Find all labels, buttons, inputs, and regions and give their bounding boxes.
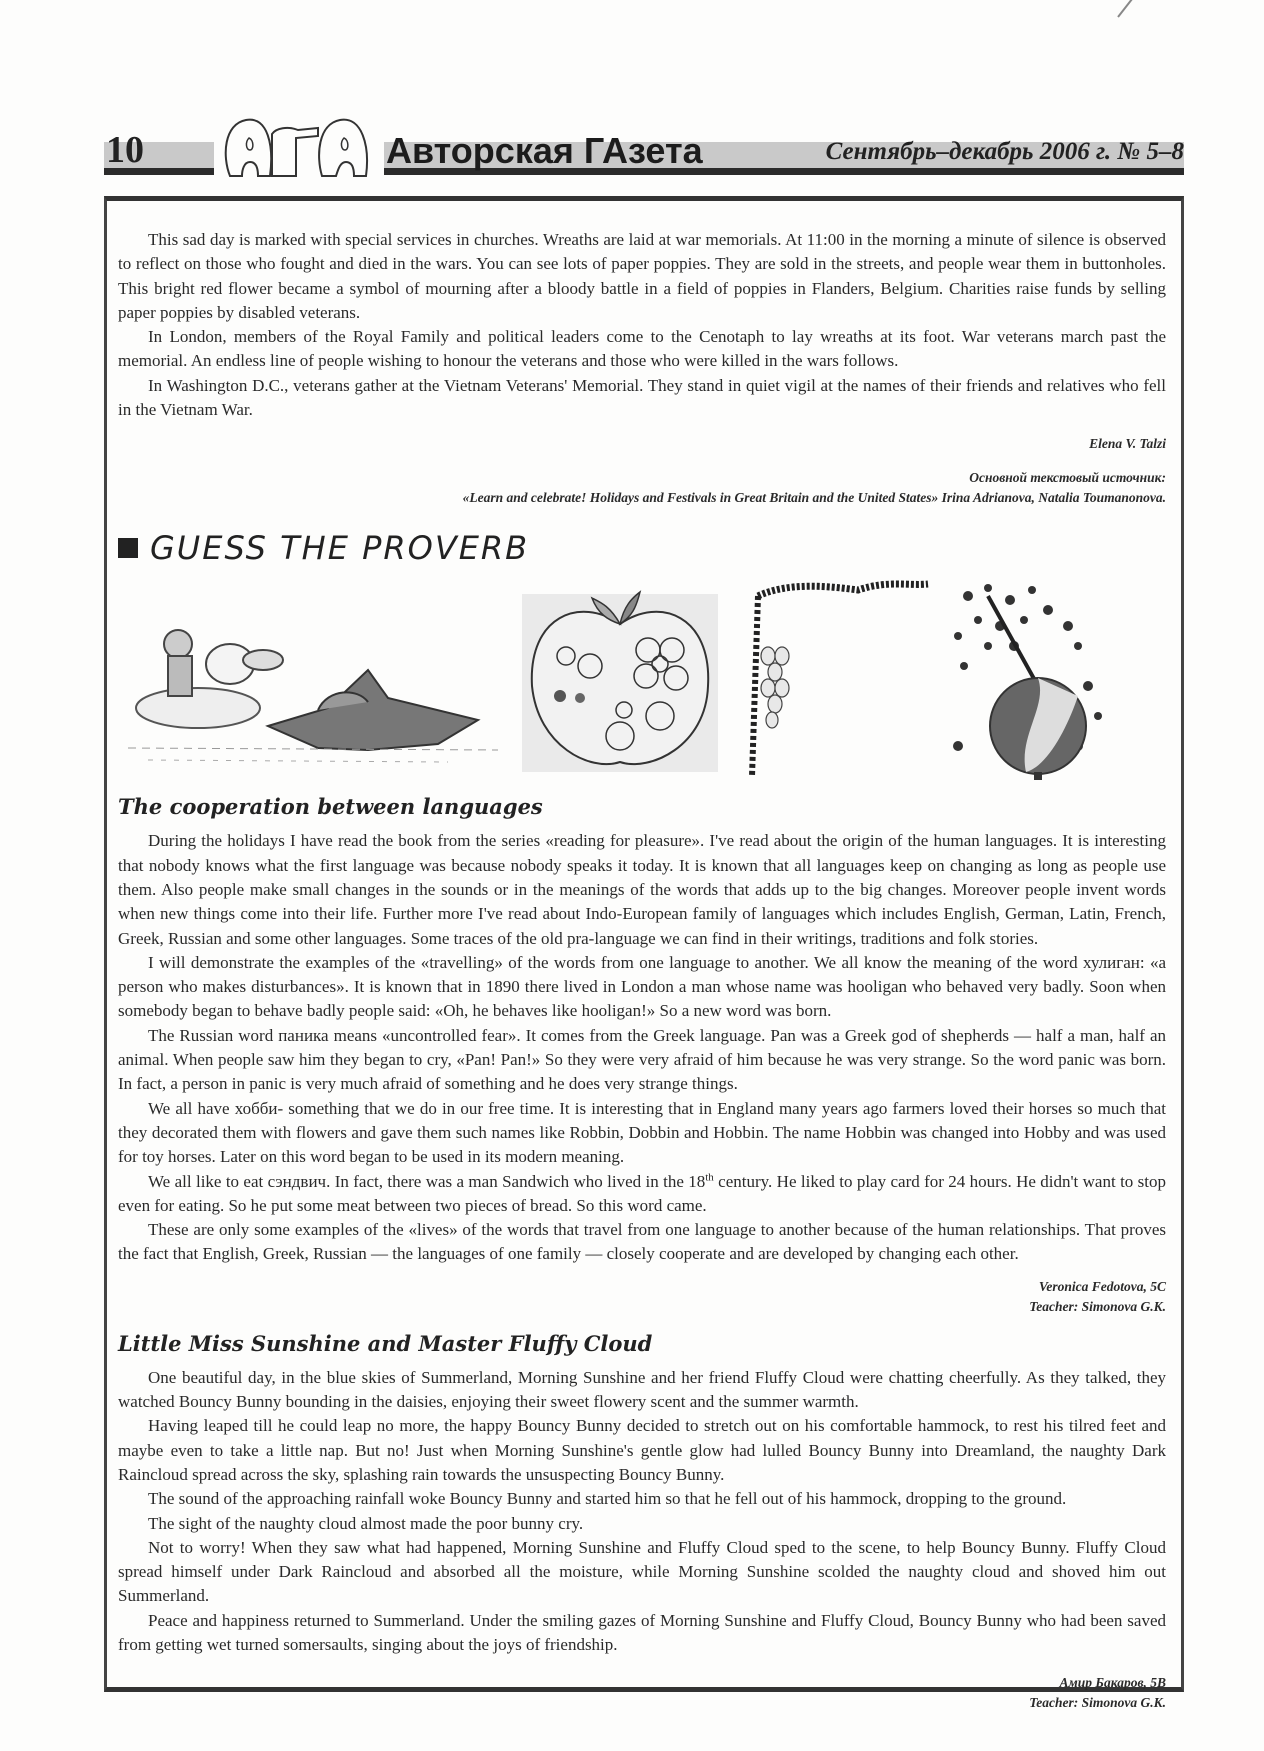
paragraph: This sad day is marked with special services in churches. Wreaths are laid at war memorials. At 11:00 in the morning a minute of silence is observed to reflect on those who fought and died in the wars. You can see lots of paper poppies. They are sold in the streets, and people wear them in buttonholes. This bright red flower became a symbol of mourning after a bloody battle in a field of poppies in Flanders, Belgium. Charities raise funds by selling paper poppies by disabled veterans. bbox=[118, 230, 1166, 322]
pen-mark bbox=[1117, 0, 1135, 18]
superscript: th bbox=[705, 1170, 714, 1183]
duck-and-shark-drawing bbox=[118, 598, 508, 768]
author-signature: Амир Бакаров, 5В bbox=[1059, 1675, 1166, 1691]
aga-logo bbox=[222, 116, 374, 182]
paragraph: Not to worry! When they saw what had happened, Morning Sunshine and Fluffy Cloud sped to the scene, to help Bouncy Bunny. Fluffy Cloud spread himself under Dark Raincloud and absorbed all the moisture, while Morning Sunshine scolded the naughty cloud and shoved him out Summerland. bbox=[118, 1537, 1166, 1606]
paragraph: The Russian word паника means «uncontrolled fear». It comes from the Greek language. Pan was a Greek god of shepherds — half a man, half an animal. When people saw him they began to cry, «Pan! Pan!» So they were very afraid of him because he was very strange. So the word panic was born. In fact, a person in panic is very much afraid of something and he does very strange things. bbox=[118, 1025, 1166, 1094]
apple-with-flowers-drawing bbox=[520, 576, 720, 776]
article-title: Little Miss Sunshine and Master Fluffy Cloud bbox=[118, 1330, 653, 1356]
remembrance-section bbox=[118, 228, 1166, 508]
page-content bbox=[118, 228, 1166, 1713]
article-languages bbox=[118, 794, 1166, 1316]
paragraph: Peace and happiness returned to Summerland. Under the smiling gazes of Morning Sunshine and Fluffy Cloud, Bouncy Bunny who had been saved from getting wet turned somersaults, singing about the joys of friendship. bbox=[118, 1610, 1166, 1654]
page-number: 10 bbox=[106, 129, 144, 171]
paragraph bbox=[118, 1170, 1166, 1219]
paragraph: The sight of the naughty cloud almost made the poor bunny cry. bbox=[148, 1513, 584, 1533]
author-signature: Veronica Fedotova, 5C bbox=[1038, 1278, 1166, 1294]
paragraph: We all have хобби- something that we do in our free time. It is interesting that in England many years ago farmers loved their horses so much that they decorated them with flowers and gave them such names like Robbin, Dobbin and Hobbin. The name Hobbin was changed into Hobby and was used for toy horses. Later on this word began to be used in its modern meaning. bbox=[118, 1098, 1166, 1167]
text-run: We all like to eat сэндвич. In fact, there was a man Sandwich who lived in the 18 bbox=[148, 1171, 706, 1191]
paragraph: In London, members of the Royal Family and political leaders come to the Cenotaph to lay wreaths at its foot. War veterans march past the memorial. An endless line of people wishing to honour the veterans and those who were killed in the wars follows. bbox=[118, 327, 1166, 371]
teacher-signature: Teacher: Simonova G.K. bbox=[1029, 1298, 1166, 1314]
article-story bbox=[118, 1331, 1166, 1714]
proverb-title: GUESS THE PROVERB bbox=[150, 529, 530, 568]
paragraph: One beautiful day, in the blue skies of Summerland, Morning Sunshine and her friend Fluffy Cloud were chatting cheerfully. As they talked, they watched Bouncy Bunny bounding in the daisies, enjoying their sweet flowery scent and the summer warmth. bbox=[118, 1367, 1166, 1412]
source-label: Основной текстовый источник: bbox=[969, 470, 1166, 486]
square-bullet-icon bbox=[118, 538, 138, 558]
paragraph: Having leaped till he could leap no more, the happy Bouncy Bunny decided to stretch out on his comfortable hammock, to rest his tilred feet and maybe even to take a little nap. But no! Just when Morning Sunshine's gentle glow had lulled Bouncy Bunny into Dreamland, the naughty Dark Raincloud spread across the sky, splashing rain towards the unsuspecting Bouncy Bunny. bbox=[118, 1416, 1166, 1484]
aga-logo-graphic bbox=[222, 116, 374, 182]
grapes-and-tree-drawing bbox=[748, 576, 1166, 781]
masthead-title: Авторская ГАзета bbox=[386, 130, 703, 171]
paragraph: The sound of the approaching rainfall woke Bouncy Bunny and started him so that he fell out of his hammock, dropping to the ground. bbox=[148, 1489, 1067, 1509]
page-header bbox=[104, 118, 1184, 176]
paragraph: These are only some examples of the «lives» of the words that travel from one language to another because of the human relationships. That proves the fact that English, Greek, Russian — the languages of one family — closely cooperate and are developed by changing each other. bbox=[118, 1220, 1166, 1264]
teacher-signature: Teacher: Simonova G.K. bbox=[1029, 1695, 1166, 1711]
author-signature: Elena V. Talzi bbox=[1089, 436, 1166, 452]
issue-info: Сентябрь–декабрь 2006 г. № 5–8 bbox=[825, 138, 1184, 165]
source-text: «Learn and celebrate! Holidays and Festivals in Great Britain and the United States» Irina Adrianova, Natalia Toumanonova. bbox=[462, 490, 1166, 506]
proverb-illustrations bbox=[118, 576, 1166, 786]
section-heading-proverb bbox=[118, 528, 1166, 568]
article-title: The cooperation between languages bbox=[118, 794, 543, 820]
text-run: century. He liked to play card for 24 hours. He didn't want to stop even for eating. So he put some meat between two pieces of bread. So this word came. bbox=[118, 1171, 1167, 1215]
paragraph: During the holidays I have read the book from the series «reading for pleasure». I've read about the origin of the human languages. It is interesting that nobody knows what the first language was because nobody speaks it today. It is known that all languages keep on changing as long as people use them. Also people make small changes in the sounds or in the meanings of the words that adds up to the big changes. Moreover people invent words when new things come into their life. Further more I've read about Indo-European family of languages which includes English, German, Latin, French, Greek, Russian and some other languages. Some traces of the old pra-language we can find in their writings, traditions and folk stories. bbox=[118, 831, 1166, 948]
paragraph: In Washington D.C., veterans gather at the Vietnam Veterans' Memorial. They stand in quiet vigil at the names of their friends and relatives who fell in the Vietnam War. bbox=[118, 375, 1166, 420]
paragraph: I will demonstrate the examples of the «travelling» of the words from one language to another. We all know the meaning of the word хулиган: «a person who makes disturbances». It is known that in 1890 there lived in London a man whose name was hooligan who behaved very badly. Soon when somebody began to behave badly people said: «Oh, he behaves like hooligan!» So a new word was born. bbox=[118, 952, 1166, 1021]
